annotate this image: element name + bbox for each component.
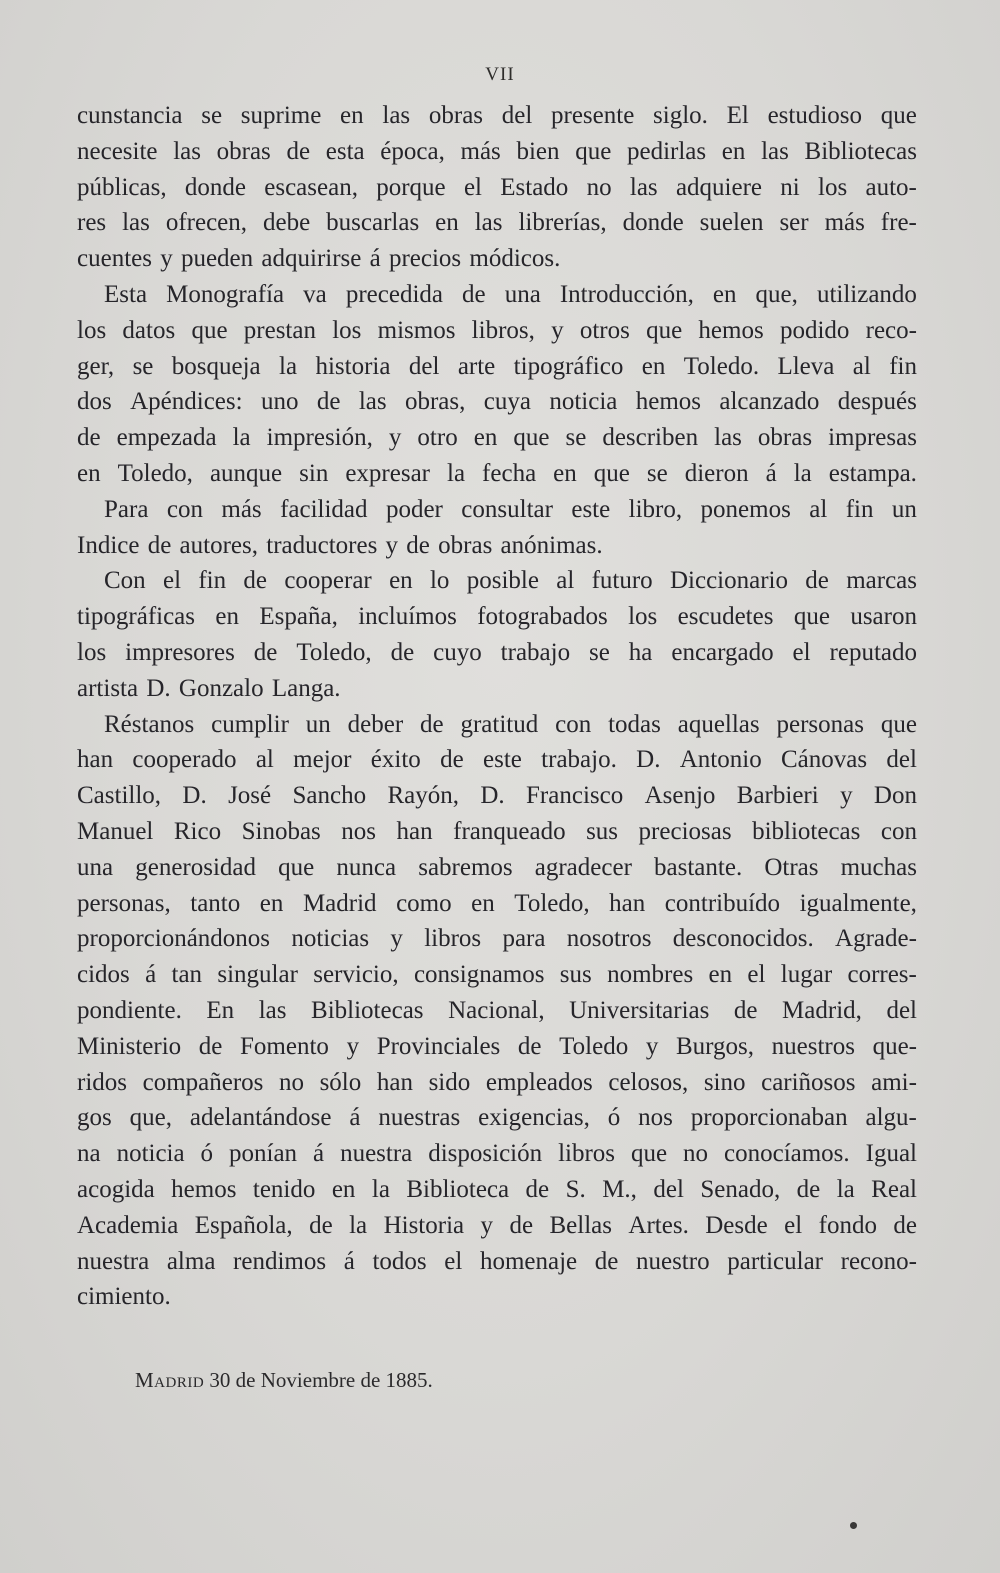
text-line: gos que, adelantándose á nuestras exigencias, ó nos proporcionaban algu-	[77, 1104, 917, 1132]
page-number: VII	[485, 64, 515, 85]
text-line: cidos á tan singular servicio, consignamos sus nombres en el lugar corres-	[77, 961, 917, 989]
text-line: cunstancia se suprime en las obras del presente siglo. El estudioso que	[77, 102, 917, 129]
text-line: artista D. Gonzalo Langa.	[77, 674, 341, 702]
text-line: proporcionándonos noticias y libros para nosotros desconocidos. Agrade-	[77, 925, 917, 953]
text-line: ger, se bosqueja la historia del arte tipográfico en Toledo. Lleva al fin	[77, 352, 917, 380]
text-line: los datos que prestan los mismos libros, y otros que hemos podido reco-	[77, 316, 917, 344]
dateline	[135, 1368, 433, 1393]
text-line: cuentes y pueden adquirirse á precios módicos.	[77, 245, 561, 273]
text-line: pondiente. En las Bibliotecas Nacional, Universitarias de Madrid, del	[77, 996, 917, 1024]
text-line: dos Apéndices: uno de las obras, cuya noticia hemos alcanzado después	[77, 388, 917, 416]
paragraph	[77, 492, 917, 564]
text-line: Castillo, D. José Sancho Rayón, D. Francisco Asenjo Barbieri y Don	[77, 782, 917, 810]
text-line: Con el fin de cooperar en lo posible al futuro Diccionario de marcas	[104, 567, 917, 595]
body-text	[77, 98, 917, 1315]
paragraph	[77, 98, 917, 277]
text-line: Indice de autores, traductores y de obras anónimas.	[77, 531, 603, 559]
text-line: necesite las obras de esta época, más bien que pedirlas en las Bibliotecas	[77, 137, 917, 165]
ink-speck	[850, 1522, 857, 1529]
text-line: los impresores de Toledo, de cuyo trabajo se ha encargado el reputado	[77, 638, 917, 666]
text-line: Manuel Rico Sinobas nos han franqueado sus preciosas bibliotecas con	[77, 817, 917, 845]
text-line: tipográficas en España, incluímos fotograbados los escudetes que usaron	[77, 603, 917, 631]
text-line: en Toledo, aunque sin expresar la fecha en que se dieron á la estampa.	[77, 459, 917, 487]
text-line: acogida hemos tenido en la Biblioteca de S. M., del Senado, de la Real	[77, 1175, 917, 1203]
paragraph	[77, 277, 917, 492]
text-line: nuestra alma rendimos á todos el homenaje de nuestro particular recono-	[77, 1247, 917, 1275]
text-line: una generosidad que nunca sabremos agradecer bastante. Otras muchas	[77, 853, 917, 881]
text-line: cimiento.	[77, 1283, 171, 1311]
text-line: Esta Monografía va precedida de una Introducción, en que, utilizando	[104, 280, 917, 308]
text-line: ridos compañeros no sólo han sido empleados celosos, sino cariñosos ami-	[77, 1068, 917, 1096]
text-line: Academia Española, de la Historia y de Bellas Artes. Desde el fondo de	[77, 1211, 917, 1239]
dateline-place: Madrid	[135, 1368, 205, 1392]
text-line: Para con más facilidad poder consultar este libro, ponemos al fin un	[104, 495, 917, 523]
text-line: Ministerio de Fomento y Provinciales de Toledo y Burgos, nuestros que-	[77, 1032, 917, 1060]
text-line: Réstanos cumplir un deber de gratitud con todas aquellas personas que	[104, 710, 917, 738]
text-line: personas, tanto en Madrid como en Toledo, han contribuído igualmente,	[77, 889, 917, 917]
text-line: de empezada la impresión, y otro en que se describen las obras impresas	[77, 424, 917, 452]
dateline-date: 30 de Noviembre de 1885.	[204, 1368, 433, 1392]
text-line: na noticia ó ponían á nuestra disposición libros que no conocíamos. Igual	[77, 1140, 917, 1168]
paragraph	[77, 707, 917, 1316]
paragraph	[77, 563, 917, 706]
text-line: han cooperado al mejor éxito de este trabajo. D. Antonio Cánovas del	[77, 746, 917, 774]
text-line: res las ofrecen, debe buscarlas en las librerías, donde suelen ser más fre-	[77, 209, 917, 237]
text-line: públicas, donde escasean, porque el Estado no las adquiere ni los auto-	[77, 173, 917, 201]
